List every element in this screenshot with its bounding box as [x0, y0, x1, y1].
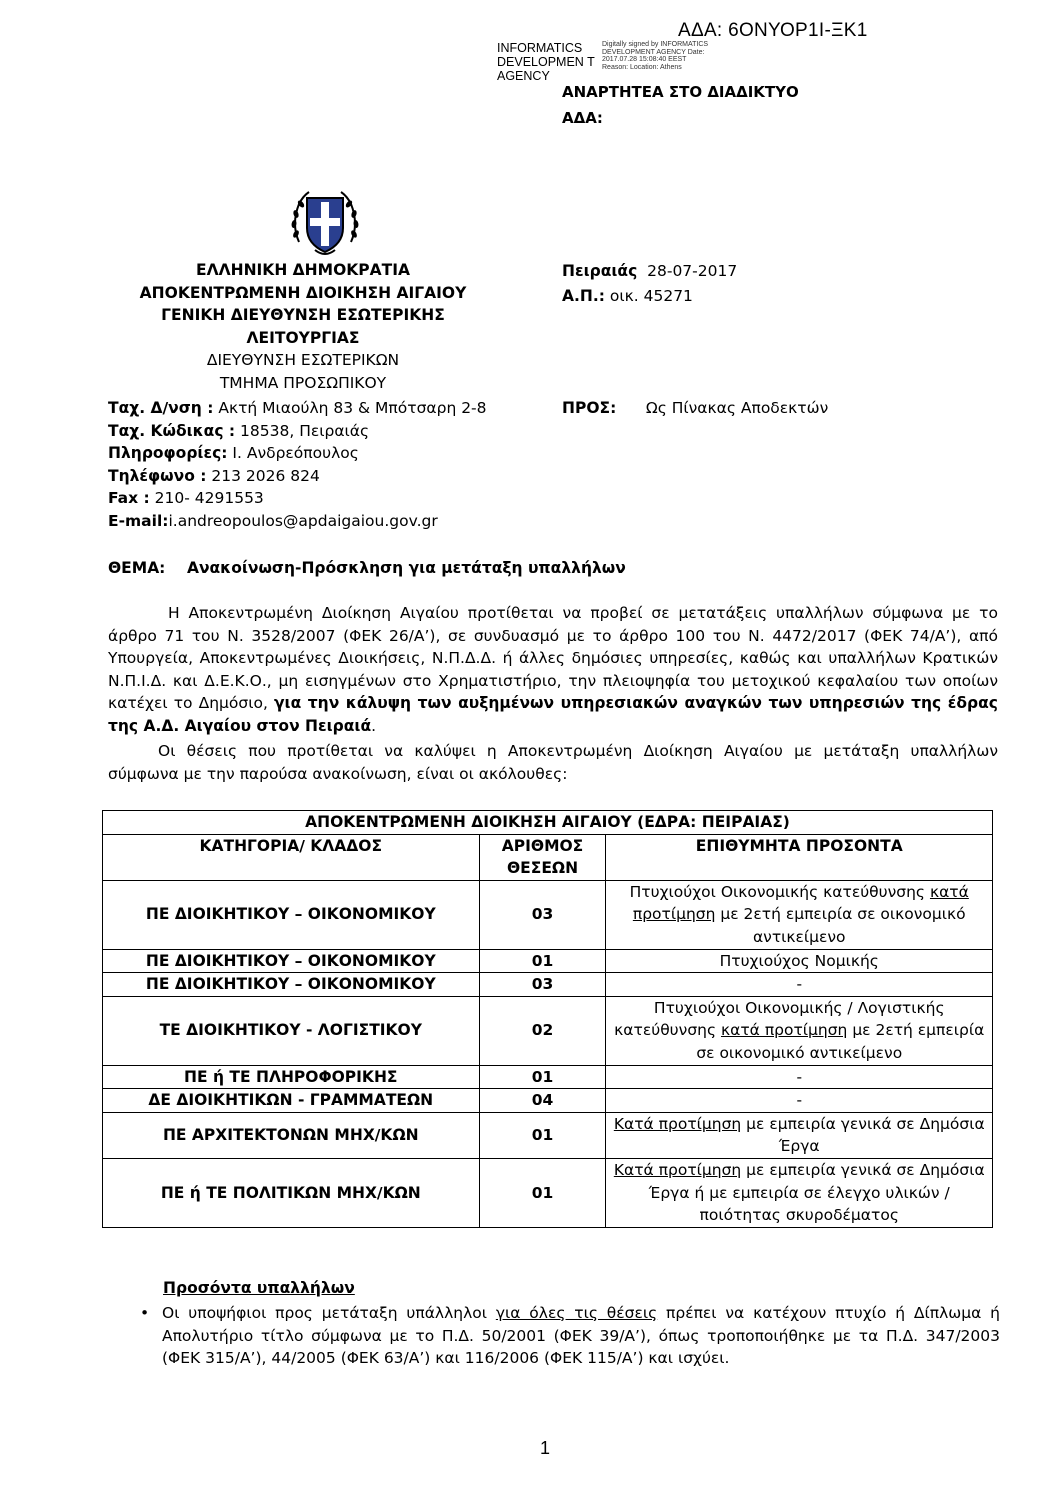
ap-label: Α.Π.:	[562, 287, 605, 305]
sender-line-5: ΔΙΕΥΘΥΝΣΗ ΕΣΩΤΕΡΙΚΩΝ	[206, 351, 400, 369]
row-qualifications: -	[606, 1065, 993, 1089]
row-positions: 01	[479, 949, 606, 973]
requirements-bullet	[140, 1302, 1000, 1370]
qual-underlined: Κατά προτίμηση	[613, 1160, 742, 1179]
table-row	[103, 880, 993, 949]
table-row	[103, 1112, 993, 1158]
table-row	[103, 1158, 993, 1227]
to-label: ΠΡΟΣ:	[562, 399, 617, 417]
email-label: E-mail:	[108, 511, 169, 530]
table-row	[103, 1065, 993, 1089]
address-value: Ακτή Μιαούλη 83 & Μπότσαρη 2-8	[213, 399, 487, 417]
p1-end: .	[371, 716, 377, 735]
postcode-line	[108, 420, 487, 443]
sender-line-4: ΛΕΙΤΟΥΡΓΙΑΣ	[246, 328, 360, 347]
header-qualifications: ΕΠΙΘΥΜΗΤΑ ΠΡΟΣΟΝΤΑ	[606, 834, 993, 880]
row-category: ΠΕ ΔΙΟΙΚΗΤΙΚΟΥ – ΟΙΚΟΝΟΜΙΚΟΥ	[103, 973, 480, 997]
row-positions: 03	[479, 880, 606, 949]
qual-text-end: με εμπειρία γενικά σε Δημόσια Έργα ή με εμπειρία σε έλεγχο υλικών / ποιότητας σκυροδέματος	[648, 1160, 985, 1225]
qual-text-end: με 2ετή εμπειρία σε οικονομικό αντικείμενο	[696, 1021, 985, 1062]
recipient-line	[562, 397, 828, 420]
digital-signature-details: Digitally signed by INFORMATICS DEVELOPMENT AGENCY Date: 2017.07.28 15:08:40 EEST Reason: Location: Athens	[602, 41, 709, 71]
date-line	[562, 259, 737, 284]
info-label: Πληροφορίες:	[108, 444, 228, 462]
address-line	[108, 397, 487, 420]
bullet-text-start: Οι υποψήφιοι προς μετάταξη υπάλληλοι	[162, 1304, 496, 1322]
table-row	[103, 1089, 993, 1113]
qual-underlined: Κατά προτίμηση	[613, 1114, 742, 1133]
digital-signature-org: INFORMATICS DEVELOPMEN T AGENCY	[497, 41, 595, 83]
qual-underlined: κατά προτίμηση	[720, 1021, 848, 1040]
row-category: ΔΕ ΔΙΟΙΚΗΤΙΚΩΝ - ΓΡΑΜΜΑΤΕΩΝ	[103, 1089, 480, 1113]
ada-line: ΑΔΑ:	[562, 109, 603, 127]
place-label: Πειραιάς	[562, 262, 638, 280]
header-category: ΚΑΤΗΓΟΡΙΑ/ ΚΛΑΔΟΣ	[103, 834, 480, 880]
fax-label: Fax :	[108, 489, 150, 507]
phone-label: Τηλέφωνο :	[108, 466, 207, 485]
body-paragraph-2: Οι θέσεις που προτίθεται να καλύψει η Αποκεντρωμένη Διοίκηση Αιγαίου με μετάταξη υπαλλήλων σύμφωνα με την παρούσα ανακοίνωση, είναι οι ακόλουθες:	[108, 742, 998, 783]
row-category: ΠΕ ΔΙΟΙΚΗΤΙΚΟΥ – ΟΙΚΟΝΟΜΙΚΟΥ	[103, 949, 480, 973]
body-paragraph-1	[108, 602, 998, 738]
qual-underlined: κατά προτίμηση	[632, 882, 969, 924]
postcode-value: 18538, Πειραιάς	[235, 421, 370, 440]
row-positions: 01	[479, 1112, 606, 1158]
sender-block	[108, 259, 498, 394]
date-value: 28-07-2017	[647, 262, 738, 280]
table-row	[103, 996, 993, 1065]
page-number: 1	[540, 1438, 551, 1458]
protocol-line	[562, 284, 737, 309]
positions-table	[102, 810, 993, 1228]
header-positions-line-1: ΑΡΙΘΜΟΣ	[501, 836, 584, 855]
to-value: Ως Πίνακας Αποδεκτών	[645, 399, 829, 417]
ap-value: οικ. 45271	[609, 287, 693, 305]
row-category: ΠΕ ή ΤΕ ΠΛΗΡΟΦΟΡΙΚΗΣ	[103, 1065, 480, 1089]
bullet-text-end: πρέπει να κατέχουν πτυχίο ή Δίπλωμα ή Απολυτήριο τίτλο σύμφωνα με το Π.Δ. 50/2001 (ΦΕΚ 39/Α’), όπως τροποποιήθηκε με τα Π.Δ. 347/2003 (ΦΕΚ 315/Α’), 44/2005 (ΦΕΚ 63/Α’) και 116/2006 (ΦΕΚ 115/Α’) και ισχύει.	[162, 1304, 1000, 1368]
posting-notice	[562, 79, 799, 131]
row-qualifications: Πτυχιούχος Νομικής	[606, 949, 993, 973]
sender-line-3: ΓΕΝΙΚΗ ΔΙΕΥΘΥΝΣΗ ΕΣΩΤΕΡΙΚΗΣ	[161, 306, 445, 324]
header-positions-line-2: ΘΕΣΕΩΝ	[506, 859, 579, 878]
phone-value: 213 2026 824	[206, 466, 320, 485]
qual-text: Πτυχιούχοι Οικονομικής / Λογιστικής κατεύθυνσης	[614, 998, 945, 1040]
info-value: Ι. Ανδρεόπουλος	[227, 444, 359, 462]
row-category: ΠΕ ή ΤΕ ΠΟΛΙΤΙΚΩΝ ΜΗΧ/ΚΩΝ	[103, 1158, 480, 1227]
fax-value: 210- 4291553	[149, 489, 264, 507]
table-row	[103, 973, 993, 997]
info-line	[108, 442, 487, 465]
postcode-label: Ταχ. Κώδικας :	[108, 421, 236, 440]
greek-coat-of-arms-emblem	[285, 184, 365, 264]
header-positions	[479, 834, 606, 880]
table-header-row	[103, 834, 993, 880]
row-positions: 01	[479, 1158, 606, 1227]
posted-line: ΑΝΑΡΤΗΤΕΑ ΣΤΟ ΔΙΑΔΙΚΤΥΟ	[562, 83, 799, 101]
qual-text: Πτυχιούχοι Οικονομικής κατεύθυνσης	[629, 882, 930, 901]
subject-label: ΘΕΜΑ:	[108, 559, 166, 577]
row-qualifications: -	[606, 1089, 993, 1113]
row-qualifications	[606, 1112, 993, 1158]
email-link[interactable]: i.andreopoulos@apdaigaiou.gov.gr	[168, 511, 438, 530]
contact-block	[108, 397, 487, 532]
sender-line-1: ΕΛΛΗΝΙΚΗ ΔΗΜΟΚΡΑΤΙΑ	[196, 261, 410, 279]
p1-bold-text: για την κάλυψη των αυξημένων υπηρεσιακών αναγκών των υπηρεσιών της έδρας της Α.Δ. Αιγαίου στον Πειραιά	[108, 694, 998, 735]
date-reference-block	[562, 259, 737, 309]
bullet-icon: •	[140, 1304, 150, 1322]
row-positions: 03	[479, 973, 606, 997]
ada-code: ΑΔΑ: 6ΟΝΥΟΡ1Ι-ΞΚ1	[678, 20, 868, 41]
table-title-row	[103, 811, 993, 835]
requirements-title: Προσόντα υπαλλήλων	[163, 1279, 355, 1297]
table-title: ΑΠΟΚΕΝΤΡΩΜΕΝΗ ΔΙΟΙΚΗΣΗ ΑΙΓΑΙΟΥ (ΕΔΡΑ: ΠΕΙΡΑΙΑΣ)	[103, 811, 993, 835]
row-category: ΠΕ ΔΙΟΙΚΗΤΙΚΟΥ – ΟΙΚΟΝΟΜΙΚΟΥ	[103, 880, 480, 949]
qual-text-end: με εμπειρία γενικά σε Δημόσια Έργα	[741, 1114, 985, 1156]
p1-text: Η Αποκεντρωμένη Διοίκηση Αιγαίου προτίθεται να προβεί σε μετατάξεις υπαλλήλων σύμφωνα με το άρθρο 71 του Ν. 3528/2007 (ΦΕΚ 26/Α’), σε συνδυασμό με το άρθρο 100 του Ν. 4472/2017 (ΦΕΚ 74/Α’), από Υπουργεία, Αποκεντρωμένες Διοικήσεις, Ν.Π.Δ.Δ. ή άλλες δημόσιες υπηρεσίες, καθώς και υπαλλήλων Κρατικών Ν.Π.Ι.Δ. και Δ.Ε.Κ.Ο., μη εισηγμένων στο Χρηματιστήριο, την πλειοψηφία του μετοχικού κεφαλαίου των οποίων κατέχει το Δημόσιο,	[108, 604, 998, 713]
row-positions: 02	[479, 996, 606, 1065]
bullet-text-underlined: για όλες τις θέσεις	[495, 1304, 658, 1322]
row-category: ΤΕ ΔΙΟΙΚΗΤΙΚΟΥ - ΛΟΓΙΣΤΙΚΟΥ	[103, 996, 480, 1065]
row-qualifications: -	[606, 973, 993, 997]
row-positions: 04	[479, 1089, 606, 1113]
sender-line-6: ΤΜΗΜΑ ΠΡΟΣΩΠΙΚΟΥ	[219, 373, 387, 392]
qual-text-end: με 2ετή εμπειρία σε οικονομικό αντικείμενο	[715, 905, 966, 946]
row-category: ΠΕ ΑΡΧΙΤΕΚΤΟΝΩΝ ΜΗΧ/ΚΩΝ	[103, 1112, 480, 1158]
sender-line-2: ΑΠΟΚΕΝΤΡΩΜΕΝΗ ΔΙΟΙΚΗΣΗ ΑΙΓΑΙΟΥ	[139, 283, 467, 302]
phone-line	[108, 465, 487, 488]
address-label: Ταχ. Δ/νση :	[108, 399, 214, 417]
row-positions: 01	[479, 1065, 606, 1089]
subject-line	[108, 559, 626, 577]
fax-line	[108, 487, 487, 510]
row-qualifications	[606, 880, 993, 949]
subject-text: Ανακοίνωση-Πρόσκληση για μετάταξη υπαλλήλων	[186, 559, 626, 577]
email-line	[108, 510, 487, 533]
row-qualifications	[606, 996, 993, 1065]
bullet-text	[162, 1302, 1000, 1370]
table-row	[103, 949, 993, 973]
row-qualifications	[606, 1158, 993, 1227]
